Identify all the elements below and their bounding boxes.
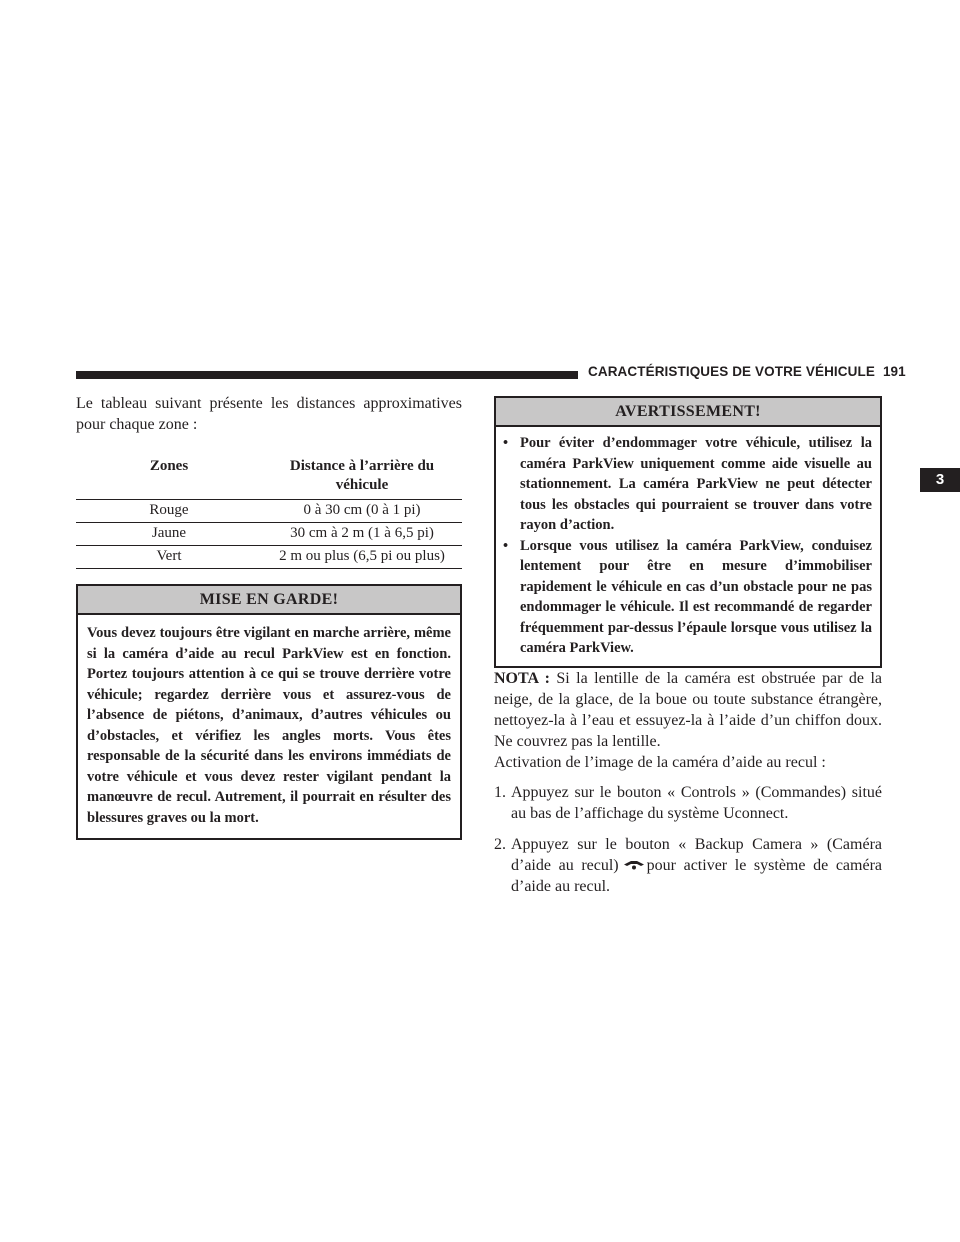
note-text: Si la lentille de la caméra est obstruée par de la neige, de la glace, de la boue ou toute substance étrangère, nettoyez-la à l’eau et essuyez-la à l’aide d’un chiffon doux. Ne couvrez pas la lentille. — [494, 669, 883, 750]
table-row — [76, 500, 462, 523]
caution-text: Vous devez toujours être vigilant en marche arrière, même si la caméra d’aide au recul ParkView est en fonction. Portez toujours attention à ce qui se trouve derrière votre véhicule; regardez derrière vous et assurez-vous de l’absence de piétons, d’animaux, d’autres véhicules ou d’obstacles, et vérifiez les angles morts. Vous êtes responsable de la sécurité dans les environs immédiats de votre véhicule et vous devez rester vigilant pendant la manœuvre de recul. Autrement, il pourrait en résulter des blessures graves ou la mort. — [87, 625, 451, 826]
bullet-icon: • — [503, 537, 509, 554]
header-distance: Distance à l’arrière du véhicule — [289, 458, 435, 493]
table-row — [76, 546, 462, 569]
warning-item-text: Lorsque vous utilisez la caméra ParkView, conduisez lentement pour être en mesure d’immobiliser rapidement le véhicule en cas d’un obstacle pour ne pas endommager le véhicule. Il est recommandé de regarder fréquemment par-dessus l’épaule lorsque vous utilisez la caméra ParkView. — [520, 537, 872, 656]
warning-box — [494, 396, 882, 668]
zone-distance: 0 à 30 cm (0 à 1 pi) — [262, 500, 462, 523]
activation-intro: Activation de l’image de la caméra d’aide au recul : — [494, 753, 826, 771]
warning-title: AVERTISSEMENT! — [496, 398, 880, 427]
caution-box — [76, 584, 462, 840]
warning-item — [502, 433, 872, 536]
steps-list — [494, 782, 882, 897]
table-header-row — [76, 456, 462, 500]
caution-title: MISE EN GARDE! — [78, 586, 460, 615]
backup-camera-icon — [623, 858, 645, 871]
note-paragraph — [494, 668, 882, 752]
step-item — [494, 834, 882, 897]
zone-name: Rouge — [76, 500, 262, 523]
step-text: Appuyez sur le bouton « Controls » (Commandes) situé au bas de l’affichage du système Uconnect. — [511, 783, 882, 822]
zone-name: Vert — [76, 546, 262, 569]
step-number: 2. — [494, 835, 506, 853]
step-number: 1. — [494, 783, 506, 801]
section-title: CARACTÉRISTIQUES DE VOTRE VÉHICULE — [588, 364, 875, 379]
page-number: 191 — [882, 364, 906, 379]
zone-distance: 2 m ou plus (6,5 pi ou plus) — [262, 546, 462, 569]
warning-body — [496, 427, 880, 666]
header-rule — [76, 371, 578, 379]
zone-distance: 30 cm à 2 m (1 à 6,5 pi) — [262, 523, 462, 546]
chapter-tab: 3 — [920, 468, 960, 492]
step-text-before-icon: Appuyez sur le bouton « Backup Camera » (Caméra d’aide au recul) — [511, 835, 882, 874]
right-column — [494, 396, 882, 897]
table-row — [76, 523, 462, 546]
bullet-icon: • — [503, 435, 509, 451]
zones-table — [76, 456, 462, 569]
step-item — [494, 782, 882, 824]
warning-list — [502, 433, 872, 659]
header-zones: Zones — [149, 458, 189, 474]
step-text-after-icon: pour activer le système de caméra d’aide au recul. — [511, 856, 882, 895]
intro-paragraph: Le tableau suivant présente les distances approximatives pour chaque zone : — [76, 395, 462, 433]
warning-item — [502, 536, 872, 659]
zone-name: Jaune — [76, 523, 262, 546]
left-column — [76, 393, 462, 840]
running-header — [588, 364, 906, 379]
warning-item-text: Pour éviter d’endommager votre véhicule, utilisez la caméra ParkView uniquement comme aide visuelle au stationnement. La caméra ParkView ne peut détecter tous les obstacles qui pourraient se trouver dans votre rayon d’action. — [520, 435, 872, 533]
note-label: NOTA : — [494, 669, 550, 687]
